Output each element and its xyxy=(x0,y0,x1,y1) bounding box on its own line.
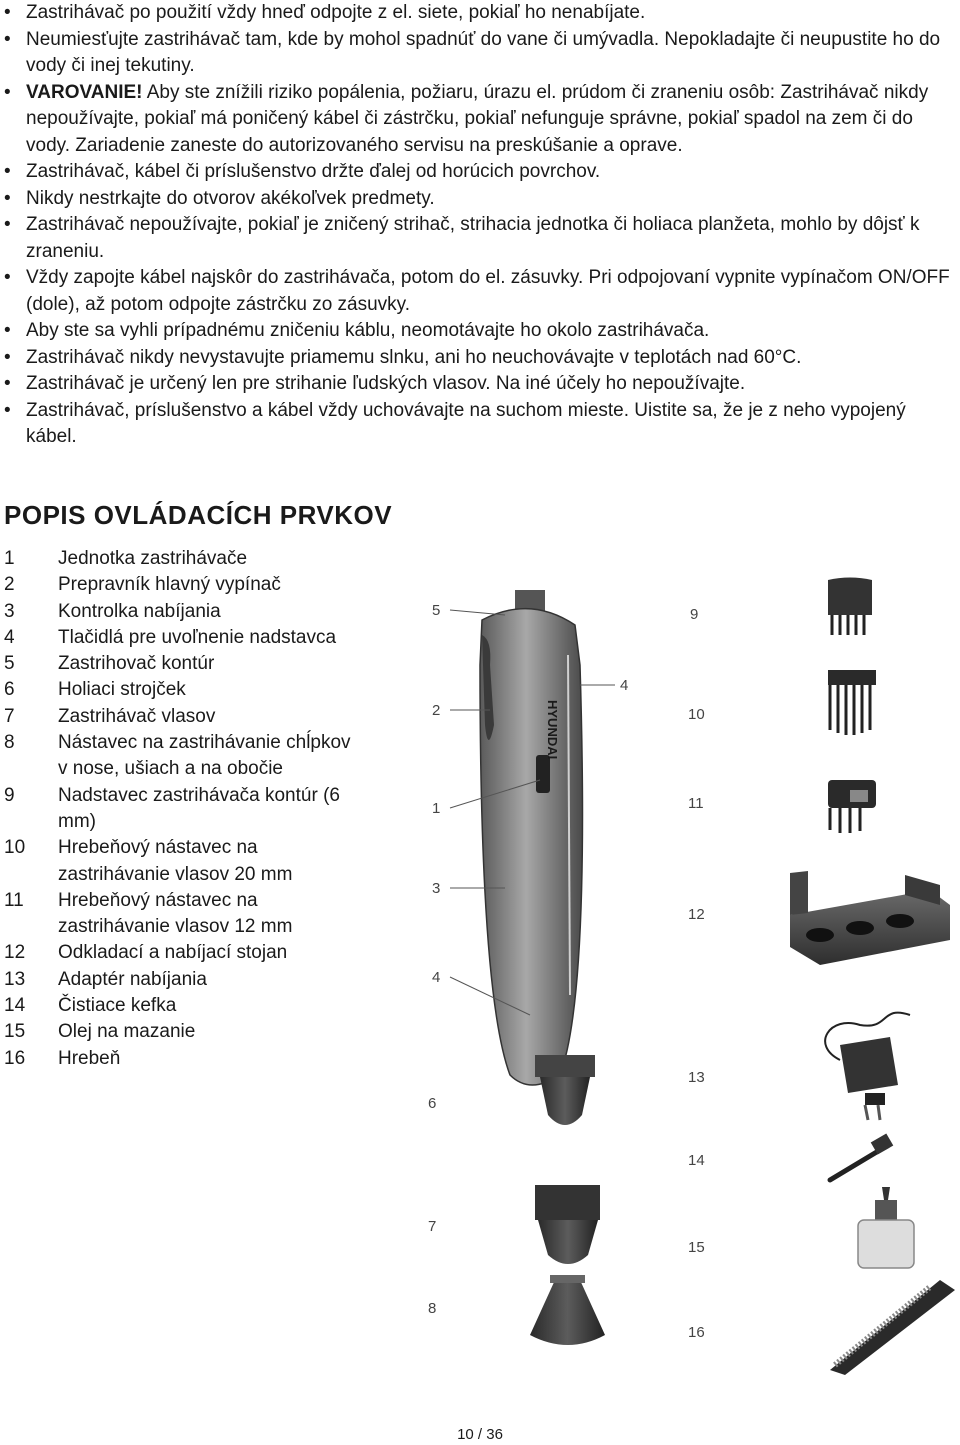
warning-item: • Nikdy nestrkajte do otvorov akékoľvek predmety. xyxy=(4,187,435,209)
part-item: 1 Jednotka zastrihávače xyxy=(4,548,248,569)
warning-item: • Aby ste sa vyhli prípadnému zničeniu káblu, neomotávajte ho okolo zastrihávača. xyxy=(4,320,710,341)
part-item: 13 Adaptér nabíjania xyxy=(4,968,207,990)
shaver-head-attachment xyxy=(535,1055,595,1125)
product-illustration-svg xyxy=(410,575,960,1375)
part-item: 2 Prepravník hlavný vypínač xyxy=(4,574,281,596)
section-title: POPIS OVLÁDACÍCH PRVKOV xyxy=(4,500,393,530)
parts-list xyxy=(4,546,364,1072)
hair-clipper-attachment xyxy=(535,1185,600,1264)
comb xyxy=(830,1280,955,1375)
callout-label: 2 xyxy=(432,702,441,719)
callout-label: 16 xyxy=(688,1324,705,1341)
brand-logo: HYUNDAI xyxy=(545,700,560,760)
warning-item: • Vždy zapojte kábel najskôr do zastrihávača, potom do el. zásuvky. Pri odpojovaní vypnite vypínačom ON/OFF (dole), až potom odpojte zástrčku zo zásuvky. xyxy=(4,267,950,315)
part-item: 4 Tlačidlá pre uvoľnenie nadstavca xyxy=(4,626,337,648)
warning-item: • Zastrihávač nepoužívajte, pokiaľ je zničený strihač, strihacia jednotka či holiaca planžeta, mohlo by dôjsť k zraneniu. xyxy=(4,214,920,262)
part-item: 11 Hrebeňový nástavec na zastrihávanie vlasov 12 mm xyxy=(4,889,293,938)
callout-label: 14 xyxy=(688,1152,705,1169)
callout-label: 13 xyxy=(688,1069,705,1086)
callout-label: 15 xyxy=(688,1239,705,1256)
part-item: 10 Hrebeňový nástavec na zastrihávanie vlasov 20 mm xyxy=(4,837,293,885)
callout-label: 11 xyxy=(688,795,704,812)
cleaning-brush xyxy=(830,1133,893,1180)
callout-label: 12 xyxy=(688,906,705,923)
warning-item: • Neumiesťujte zastrihávač tam, kde by mohol spadnúť do vane či umývadla. Nepokladajte či neupustite ho do vody či inej tekutiny. xyxy=(4,28,941,76)
callout-label: 3 xyxy=(432,880,441,897)
charging-stand xyxy=(790,871,950,965)
comb-attachment-20mm xyxy=(828,670,876,735)
part-item: 9 Nadstavec zastrihávača kontúr (6 mm) xyxy=(4,784,340,832)
warning-item: • Zastrihávač, kábel či príslušenstvo držte ďalej od horúcich povrchov. xyxy=(4,161,601,182)
oil-bottle xyxy=(858,1187,914,1268)
warning-item: • Zastrihávač, príslušenstvo a kábel vždy uchovávajte na suchom mieste. Uistite sa, že je z neho vypojený kábel. xyxy=(4,399,906,447)
warning-item: • Zastrihávač po použití vždy hneď odpojte z el. siete, pokiaľ ho nenabíjate. xyxy=(4,2,646,23)
part-item: 6 Holiaci strojček xyxy=(4,679,186,701)
warning-item: • Zastrihávač je určený len pre strihanie ľudských vlasov. Na iné účely ho nepoužívajte. xyxy=(4,373,746,394)
callout-label: 1 xyxy=(432,800,441,817)
trimmer-body xyxy=(480,590,583,1085)
part-item: 16 Hrebeň xyxy=(4,1047,121,1069)
callout-label: 4 xyxy=(432,969,441,986)
part-item: 5 Zastrihovač kontúr xyxy=(4,653,215,675)
part-item: 8 Nástavec na zastrihávanie chĺpkov v nose, ušiach a na obočie xyxy=(4,732,351,780)
warning-item: • Zastrihávač nikdy nevystavujte priamemu slnku, ani ho neuchovávajte v teplotách nad 60°C. xyxy=(4,346,802,368)
callout-label: 8 xyxy=(428,1300,437,1317)
comb-attachment-12mm xyxy=(828,780,876,833)
callout-label: 7 xyxy=(428,1218,437,1235)
callout-label: 5 xyxy=(432,602,441,619)
callout-label: 6 xyxy=(428,1095,437,1112)
callout-label: 4 xyxy=(620,677,629,694)
page-number: 10 / 36 xyxy=(457,1426,503,1443)
part-item: 14 Čistiace kefka xyxy=(4,995,177,1017)
product-illustration xyxy=(410,575,960,1375)
contour-comb-attachment xyxy=(828,578,872,636)
part-item: 3 Kontrolka nabíjania xyxy=(4,600,221,622)
charging-adapter xyxy=(825,1013,910,1120)
callout-label: 9 xyxy=(690,606,699,623)
nose-trimmer-attachment xyxy=(530,1275,605,1345)
warning-item: • VAROVANIE! Aby ste znížili riziko popálenia, požiaru, úrazu el. prúdom či zraneniu osôb: Zastrihávač nikdy nepoužívajte, pokiaľ má poničený kábel či zástrčku, pokiaľ nefunguje správne, pokiaľ spadol na zem či do vody. Zariadenie zaneste do autorizovaného servisu na preskúšanie a oprave. xyxy=(4,81,929,156)
part-item: 15 Olej na mazanie xyxy=(4,1021,196,1043)
part-item: 12 Odkladací a nabíjací stojan xyxy=(4,942,288,964)
callout-label: 10 xyxy=(688,706,705,723)
part-item: 7 Zastrihávač vlasov xyxy=(4,705,216,727)
safety-warnings-list xyxy=(0,0,960,451)
